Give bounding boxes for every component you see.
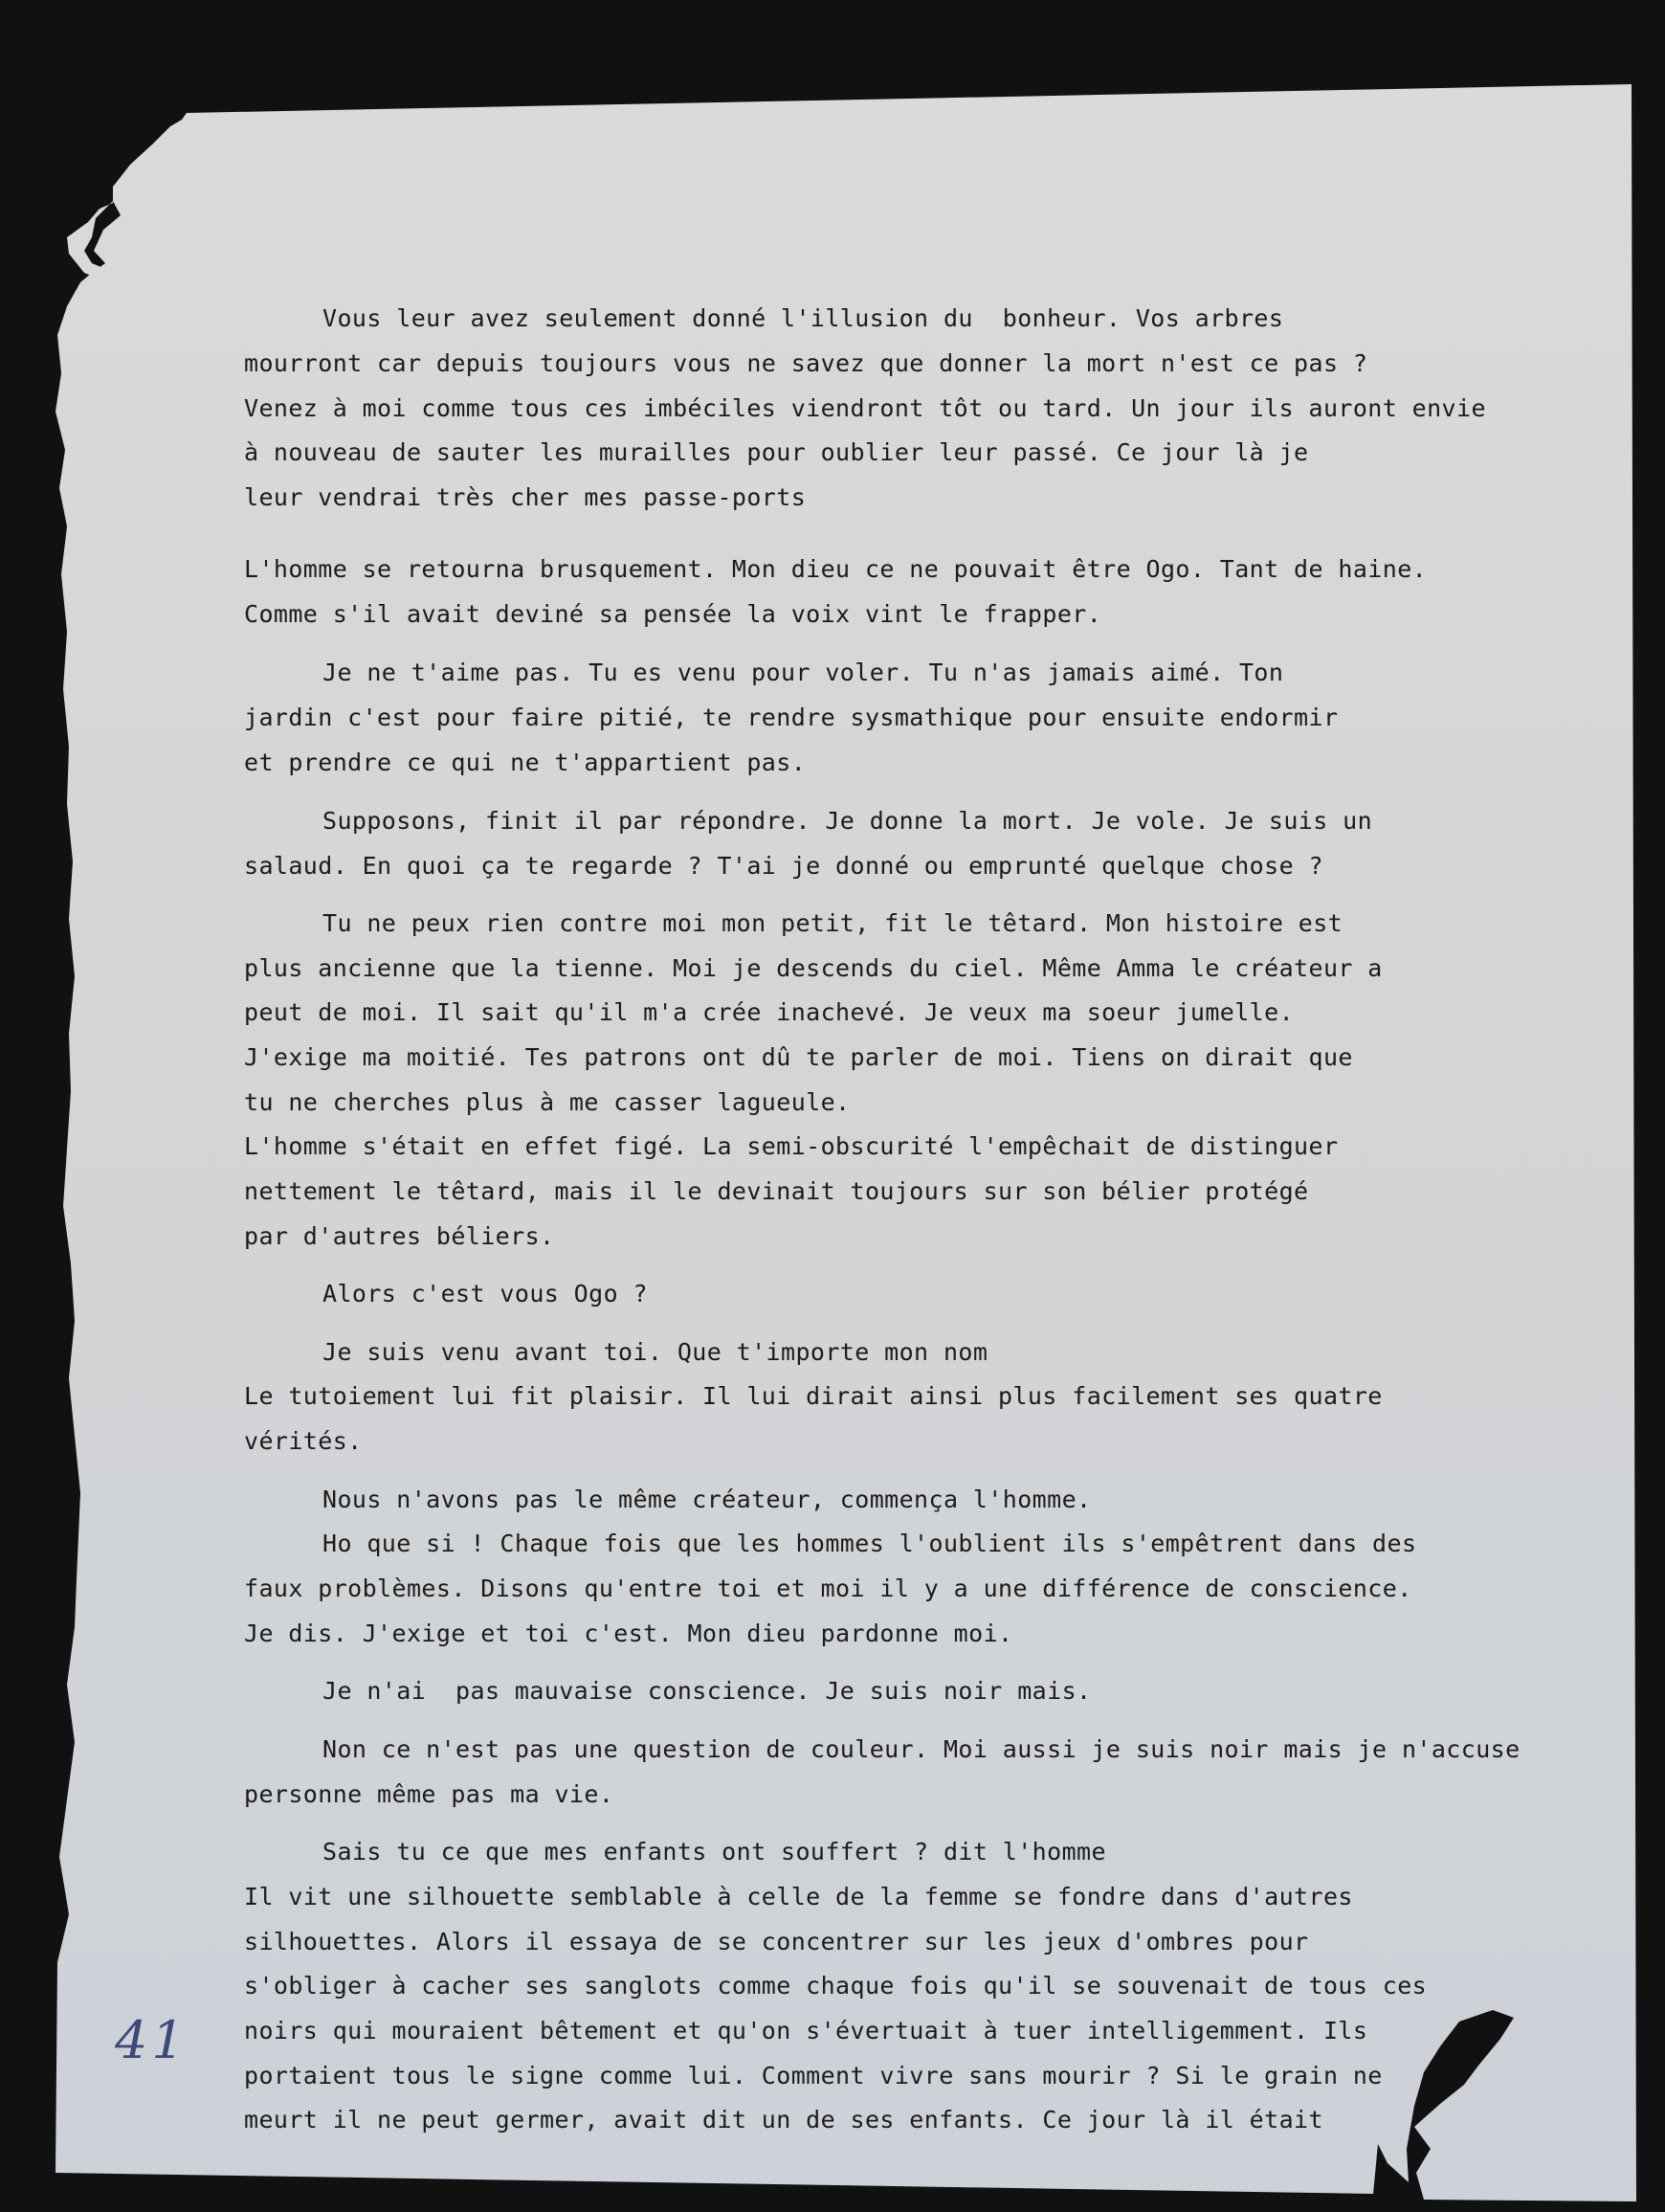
text-line: faux problèmes. Disons qu'entre toi et moi il y a une différence de conscience. [244,1575,1412,1602]
text-line: nettement le têtard, mais il le devinait toujours sur son bélier protégé [244,1177,1309,1205]
text-line: Alors c'est vous Ogo ? [322,1280,648,1307]
text-line: Comme s'il avait deviné sa pensée la voix vint le frapper. [244,600,1102,628]
text-line: et prendre ce qui ne t'appartient pas. [244,749,807,776]
text-line: Je dis. J'exige et toi c'est. Mon dieu pardonne moi. [244,1620,1013,1647]
text-line: peut de moi. Il sait qu'il m'a crée inachevé. Je veux ma soeur jumelle. [244,998,1295,1026]
text-line: Venez à moi comme tous ces imbéciles viendront tôt ou tard. Un jour ils auront envie [244,394,1486,422]
text-line: Il vit une silhouette semblable à celle de la femme se fondre dans d'autres [244,1883,1353,1910]
text-line: Nous n'avons pas le même créateur, commença l'homme. [322,1486,1092,1513]
text-line: à nouveau de sauter les murailles pour oublier leur passé. Ce jour là je [244,438,1309,466]
text-line: vérités. [244,1427,363,1455]
text-line: salaud. En quoi ça te regarde ? T'ai je donné ou emprunté quelque chose ? [244,852,1323,880]
text-line: tu ne cherches plus à me casser lagueule. [244,1088,851,1116]
text-line: Supposons, finit il par répondre. Je donne la mort. Je vole. Je suis un [322,807,1373,835]
text-line: par d'autres béliers. [244,1222,555,1250]
text-line: leur vendrai très cher mes passe-ports [244,483,807,511]
text-line: Sais tu ce que mes enfants ont souffert ? dit l'homme [322,1838,1106,1866]
text-line: silhouettes. Alors il essaya de se concentrer sur les jeux d'ombres pour [244,1928,1309,1955]
text-line: Non ce n'est pas une question de couleur. Moi aussi je suis noir mais je n'accuse [322,1735,1521,1763]
text-line: L'homme s'était en effet figé. La semi-obscurité l'empêchait de distinguer [244,1132,1339,1160]
text-line: Je ne t'aime pas. Tu es venu pour voler. Tu n'as jamais aimé. Ton [322,659,1284,686]
text-line: Je suis venu avant toi. Que t'importe mon nom [322,1338,988,1366]
text-line: plus ancienne que la tienne. Moi je descends du ciel. Même Amma le créateur a [244,954,1383,982]
page-number-annotation: 41 [115,2010,189,2070]
text-line: mourront car depuis toujours vous ne savez que donner la mort n'est ce pas ? [244,349,1368,377]
text-line: Ho que si ! Chaque fois que les hommes l'oublient ils s'empêtrent dans des [322,1530,1417,1557]
text-line: Je n'ai pas mauvaise conscience. Je suis noir mais. [322,1677,1092,1705]
text-line: Le tutoiement lui fit plaisir. Il lui dirait ainsi plus facilement ses quatre [244,1382,1383,1410]
text-line: portaient tous le signe comme lui. Comment vivre sans mourir ? Si le grain ne [244,2062,1383,2089]
text-line: noirs qui mouraient bêtement et qu'on s'évertuait à tuer intelligemment. Ils [244,2017,1368,2044]
text-line: Vous leur avez seulement donné l'illusion du bonheur. Vos arbres [322,304,1284,332]
text-line: L'homme se retourna brusquement. Mon dieu ce ne pouvait être Ogo. Tant de haine. [244,555,1428,583]
text-line: s'obliger à cacher ses sanglots comme chaque fois qu'il se souvenait de tous ces [244,1972,1428,2000]
text-line: personne même pas ma vie. [244,1780,614,1808]
text-line: jardin c'est pour faire pitié, te rendre sysmathique pour ensuite endormir [244,704,1339,731]
text-line: Tu ne peux rien contre moi mon petit, fit le têtard. Mon histoire est [322,909,1343,937]
text-line: meurt il ne peut germer, avait dit un de ses enfants. Ce jour là il était [244,2106,1323,2134]
text-line: J'exige ma moitié. Tes patrons ont dû te parler de moi. Tiens on dirait que [244,1043,1353,1071]
